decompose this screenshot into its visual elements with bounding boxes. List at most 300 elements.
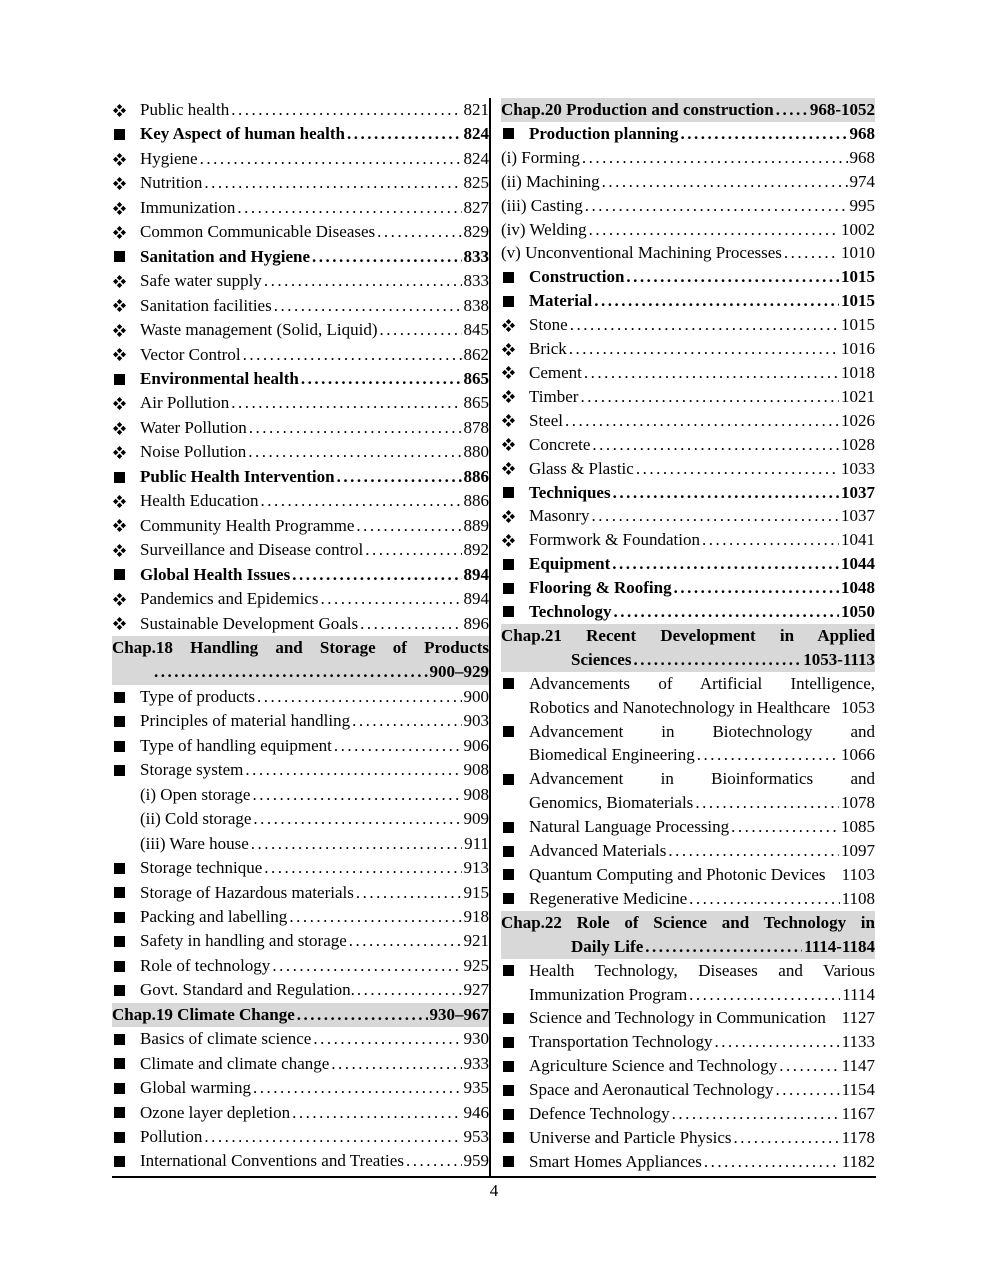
square-glyph [114, 569, 125, 580]
square-glyph [503, 822, 514, 833]
entry-page: 886 [463, 491, 489, 511]
entry-label: (i) Forming [501, 147, 580, 167]
square-bullet-icon [112, 1132, 140, 1143]
diamond-bullet-icon [112, 593, 140, 606]
square-glyph [503, 893, 514, 904]
dot-leader [251, 807, 461, 831]
entry-page: 1127 [841, 1008, 875, 1028]
square-glyph [503, 678, 514, 689]
entry-page: 1167 [841, 1104, 875, 1124]
dot-leader [295, 1003, 428, 1027]
square-glyph [114, 251, 125, 262]
entry-page: 1015 [841, 315, 875, 335]
entry-page: 1050 [841, 602, 875, 622]
entry-page: 1147 [841, 1056, 875, 1076]
diamond-bullet-icon [112, 202, 140, 215]
square-glyph [503, 296, 514, 307]
dot-leader [347, 929, 462, 953]
square-bullet-icon [112, 985, 140, 996]
square-bullet-icon [112, 887, 140, 898]
entry-label: Storage technique [140, 858, 263, 878]
entry-label: Noise Pollution [140, 442, 247, 462]
square-glyph [114, 912, 125, 923]
toc-entry [112, 294, 489, 318]
diamond-bullet-icon [112, 104, 140, 117]
dot-leader [687, 887, 840, 911]
entry-page: 959 [463, 1151, 489, 1171]
page-number: 4 [489, 1181, 499, 1200]
entry-page: 894 [463, 589, 489, 609]
entry-page: 927 [463, 980, 489, 1000]
dot-leader [610, 552, 839, 576]
toc-entry [501, 1078, 875, 1102]
toc-entry [501, 146, 875, 170]
square-bullet-icon [112, 765, 140, 776]
entry-label: Space and Aeronautical Technology [529, 1080, 774, 1100]
toc-entry [112, 1125, 489, 1149]
toc-entry [501, 1102, 875, 1126]
dot-leader [600, 170, 848, 194]
dot-leader [773, 1078, 839, 1102]
square-glyph [503, 606, 514, 617]
square-glyph [503, 128, 514, 139]
entry-page: 906 [463, 735, 489, 755]
entry-label: Key Aspect of human health [140, 124, 345, 144]
entry-page: 903 [463, 711, 489, 731]
entry-page: 908 [463, 784, 489, 804]
entry-page: 1044 [841, 554, 875, 574]
square-glyph [114, 1156, 125, 1167]
entry-label: Stone [529, 315, 568, 335]
toc-entry [501, 361, 875, 385]
entry-page: 930–967 [429, 1004, 489, 1024]
diamond-bullet-icon [112, 324, 140, 337]
dot-leader [634, 457, 839, 481]
entry-label: Safety in handling and storage [140, 931, 347, 951]
toc-entry [501, 887, 875, 911]
toc-entry [112, 171, 489, 195]
entry-label: Basics of climate science [140, 1029, 312, 1049]
entry-page: 1114-1184 [804, 936, 875, 956]
dot-leader [611, 481, 839, 505]
dot-leader [672, 576, 839, 600]
square-glyph [114, 692, 125, 703]
toc-entry [112, 1076, 489, 1100]
dot-leader [568, 313, 839, 337]
entry-label: International Conventions and Treaties [140, 1151, 404, 1171]
entry-page: 974 [849, 171, 875, 191]
entry-label: Universe and Particle Physics [529, 1127, 732, 1147]
square-bullet-icon [501, 1037, 529, 1048]
entry-label: Storage system [140, 760, 244, 780]
entry-page: 900 [463, 686, 489, 706]
dot-leader [249, 832, 462, 856]
square-bullet-icon [501, 1132, 529, 1143]
dot-leader [354, 881, 462, 905]
column-divider [489, 98, 491, 1176]
toc-entry [501, 672, 875, 696]
toc-entry [501, 194, 875, 218]
square-bullet-icon [501, 869, 529, 880]
entry-page: 1021 [841, 386, 875, 406]
square-bullet-icon [112, 374, 140, 385]
entry-label: Sciences [571, 649, 632, 669]
toc-entry [501, 863, 875, 887]
entry-label: Technology [529, 602, 612, 622]
diamond-bullet-icon [501, 343, 529, 356]
toc-entry [501, 170, 875, 194]
toc-entry [501, 337, 875, 361]
dot-leader [287, 905, 461, 929]
entry-label: Sustainable Development Goals [140, 613, 359, 633]
square-glyph [503, 1013, 514, 1024]
entry-page: 1015 [841, 267, 875, 287]
diamond-bullet-icon [501, 438, 529, 451]
square-bullet-icon [112, 692, 140, 703]
diamond-bullet-icon [112, 617, 140, 630]
entry-label: Biomedical Engineering [529, 745, 695, 765]
entry-label: Sanitation and Hygiene [140, 246, 311, 266]
square-glyph [503, 774, 514, 785]
entry-label: Advancement in Biotechnology and [529, 721, 875, 741]
square-glyph [114, 1083, 125, 1094]
entry-label: Equipment [529, 554, 611, 574]
entry-page: 909 [463, 809, 489, 829]
entry-label: Masonry [529, 506, 590, 526]
entry-label: Chap.22 Role of Science and Technology in [501, 912, 875, 932]
entry-label: (ii) Cold storage [140, 809, 252, 829]
entry-label: (iv) Welding [501, 219, 587, 239]
entry-page: 1103 [841, 865, 875, 884]
square-glyph [114, 863, 125, 874]
entry-page: 894 [463, 564, 489, 584]
square-bullet-icon [112, 1034, 140, 1045]
entry-page: 865 [463, 393, 489, 413]
entry-label: Principles of material handling [140, 711, 351, 731]
entry-label: Regenerative Medicine [529, 888, 688, 908]
dot-leader [732, 1126, 840, 1150]
dot-leader [251, 1076, 462, 1100]
dot-leader [290, 1101, 461, 1125]
toc-entry [112, 929, 489, 953]
entry-label: (i) Open storage [140, 784, 251, 804]
dot-leader [612, 600, 839, 624]
entry-page: 1010 [841, 243, 875, 263]
entry-label: Chap.20 Production and construction [501, 100, 774, 119]
entry-page: 1037 [841, 506, 875, 526]
entry-page: 946 [463, 1102, 489, 1122]
diamond-bullet-icon [112, 519, 140, 532]
dot-leader [329, 1052, 461, 1076]
entry-label: Steel [529, 410, 563, 430]
toc-entry [112, 245, 489, 269]
dot-leader [290, 563, 461, 587]
diamond-bullet-icon [501, 390, 529, 403]
toc-entry [112, 734, 489, 758]
entry-label: Quantum Computing and Photonic Devices [529, 865, 826, 884]
dot-leader [241, 343, 462, 367]
entry-page: 968 [849, 123, 875, 143]
toc-entry [112, 122, 489, 146]
entry-label: Science and Technology in Communication [529, 1008, 826, 1028]
entry-label: Chap.18 Handling and Storage of Products [112, 637, 489, 657]
entry-label: Techniques [529, 482, 611, 502]
dot-leader [246, 440, 461, 464]
entry-label: Public health [140, 100, 230, 119]
dot-leader [355, 978, 462, 1002]
toc-entry [501, 1126, 875, 1150]
entry-page: 1108 [841, 888, 875, 908]
square-glyph [503, 487, 514, 498]
dot-leader [363, 538, 461, 562]
dot-leader [259, 489, 462, 513]
toc-content [112, 98, 875, 1174]
dot-leader [335, 465, 462, 489]
dot-leader [229, 98, 461, 122]
dot-leader [354, 514, 461, 538]
square-glyph [114, 1107, 125, 1118]
entry-page: 892 [463, 540, 489, 560]
diamond-bullet-icon [112, 275, 140, 288]
dot-leader [299, 367, 462, 391]
dot-leader [378, 318, 462, 342]
toc-entry [501, 983, 875, 1007]
toc-entry [501, 122, 875, 146]
dot-leader [687, 983, 840, 1007]
dot-leader [375, 220, 461, 244]
dot-leader [587, 218, 839, 242]
entry-page: 821 [463, 100, 489, 119]
entry-page: 1041 [841, 530, 875, 550]
square-bullet-icon [501, 726, 529, 737]
entry-label: Material [529, 291, 593, 311]
toc-entry [501, 528, 875, 552]
toc-entry [112, 391, 489, 415]
dot-leader [589, 504, 839, 528]
toc-entry [112, 1052, 489, 1076]
dot-leader [332, 734, 462, 758]
entry-page: 911 [464, 833, 489, 853]
square-bullet-icon [501, 965, 529, 976]
entry-page: 865 [463, 368, 489, 388]
square-bullet-icon [112, 251, 140, 262]
entry-page: 1053-1113 [803, 649, 875, 669]
entry-label: Waste management (Solid, Liquid) [140, 320, 378, 340]
toc-entry [112, 978, 489, 1002]
entry-label: Advanced Materials [529, 841, 667, 861]
entry-page: 953 [463, 1127, 489, 1147]
dot-leader [702, 1150, 840, 1174]
entry-page: 1015 [841, 291, 875, 311]
diamond-bullet-icon [112, 348, 140, 361]
footer-rule [112, 1176, 876, 1178]
toc-entry [112, 318, 489, 342]
square-bullet-icon [112, 472, 140, 483]
toc-chapter-entry [501, 98, 875, 122]
square-bullet-icon [501, 296, 529, 307]
entry-label: Storage of Hazardous materials [140, 882, 354, 902]
entry-label: (v) Unconventional Machining Processes [501, 243, 782, 263]
toc-entry [501, 815, 875, 839]
dot-leader [404, 1149, 462, 1173]
entry-label: Health Education [140, 491, 259, 511]
toc-entry [112, 587, 489, 611]
entry-page: 913 [463, 858, 489, 878]
entry-label: Timber [529, 386, 579, 406]
entry-page: 1182 [841, 1151, 875, 1171]
entry-page: 918 [463, 906, 489, 926]
toc-entry [112, 881, 489, 905]
square-bullet-icon [112, 1156, 140, 1167]
entry-label: Advancement in Bioinformatics and [529, 769, 875, 789]
square-glyph [503, 965, 514, 976]
toc-entry [501, 696, 875, 720]
entry-page: 1053 [841, 697, 875, 717]
entry-label: (iii) Ware house [140, 833, 249, 853]
toc-entry [112, 98, 489, 122]
entry-label: Vector Control [140, 344, 241, 364]
diamond-bullet-icon [112, 153, 140, 166]
diamond-bullet-icon [501, 366, 529, 379]
square-glyph [503, 559, 514, 570]
toc-entry [501, 600, 875, 624]
square-bullet-icon [501, 583, 529, 594]
entry-label: Advancements of Artificial Intelligence, [529, 673, 875, 693]
square-bullet-icon [501, 1013, 529, 1024]
entry-label: Role of technology [140, 955, 271, 975]
entry-label: Community Health Programme [140, 515, 355, 535]
dot-leader [350, 709, 461, 733]
toc-entry [112, 440, 489, 464]
entry-label: Common Communicable Diseases [140, 222, 376, 242]
toc-entry [501, 433, 875, 457]
entry-page: 1026 [841, 410, 875, 430]
diamond-bullet-icon [501, 319, 529, 332]
dot-leader [666, 839, 839, 863]
entry-label: Concrete [529, 434, 591, 454]
square-glyph [114, 716, 125, 727]
entry-page: 930 [463, 1029, 489, 1049]
entry-label: Global Health Issues [140, 564, 291, 584]
toc-entry [501, 576, 875, 600]
toc-entry [112, 367, 489, 391]
dot-leader [198, 147, 462, 171]
square-bullet-icon [112, 1083, 140, 1094]
dot-leader [782, 241, 839, 265]
square-glyph [503, 1085, 514, 1096]
dot-leader [262, 269, 462, 293]
dot-leader [262, 856, 461, 880]
toc-entry [501, 1030, 875, 1054]
square-glyph [114, 961, 125, 972]
square-bullet-icon [112, 716, 140, 727]
toc-entry [501, 839, 875, 863]
diamond-bullet-icon [112, 226, 140, 239]
toc-chapter-entry [501, 911, 875, 935]
square-bullet-icon [501, 1109, 529, 1120]
dot-leader [582, 361, 839, 385]
dot-leader [700, 528, 839, 552]
diamond-bullet-icon [112, 397, 140, 410]
entry-label: Air Pollution [140, 393, 230, 413]
entry-label: Nutrition [140, 173, 203, 193]
square-glyph [503, 1109, 514, 1120]
toc-column-left [112, 98, 489, 1174]
entry-label: Flooring & Roofing [529, 578, 672, 598]
entry-label: Water Pollution [140, 417, 247, 437]
square-glyph [114, 1058, 125, 1069]
diamond-bullet-icon [112, 299, 140, 312]
toc-chapter-entry [112, 1003, 489, 1027]
dot-leader [152, 660, 428, 684]
entry-page: 1133 [841, 1032, 875, 1052]
entry-label: Type of handling equipment [140, 735, 332, 755]
dot-leader [247, 416, 462, 440]
square-glyph [114, 765, 125, 776]
entry-page: 845 [463, 320, 489, 340]
toc-entry [501, 743, 875, 767]
entry-label: Transportation Technology [529, 1032, 713, 1052]
toc-chapter-entry [501, 935, 875, 959]
toc-entry [501, 313, 875, 337]
square-bullet-icon [501, 272, 529, 283]
dot-leader [358, 612, 461, 636]
entry-page: 1018 [841, 362, 875, 382]
square-bullet-icon [501, 893, 529, 904]
square-glyph [503, 1037, 514, 1048]
square-glyph [503, 726, 514, 737]
square-glyph [114, 741, 125, 752]
square-bullet-icon [112, 912, 140, 923]
entry-page: 995 [849, 195, 875, 215]
toc-entry [501, 265, 875, 289]
square-bullet-icon [112, 129, 140, 140]
toc-entry [501, 1054, 875, 1078]
entry-page: 824 [463, 148, 489, 168]
entry-label: Natural Language Processing [529, 817, 730, 837]
entry-page: 824 [463, 124, 489, 144]
entry-page: 833 [463, 246, 489, 266]
entry-label: Genomics, Biomaterials [529, 793, 694, 813]
entry-page: 1048 [841, 578, 875, 598]
entry-label: (iii) Casting [501, 195, 583, 215]
toc-entry [112, 685, 489, 709]
toc-entry [112, 954, 489, 978]
diamond-bullet-icon [501, 534, 529, 547]
entry-label: Type of products [140, 686, 255, 706]
square-glyph [503, 869, 514, 880]
toc-entry [112, 563, 489, 587]
entry-label: Production planning [529, 123, 679, 143]
toc-entry [112, 514, 489, 538]
dot-leader [202, 1125, 461, 1149]
square-glyph [503, 846, 514, 857]
entry-page: 921 [463, 931, 489, 951]
entry-label: Daily Life [571, 936, 644, 956]
dot-leader [272, 294, 462, 318]
square-bullet-icon [501, 1156, 529, 1167]
toc-entry [112, 807, 489, 831]
square-bullet-icon [501, 822, 529, 833]
toc-entry [501, 1150, 875, 1174]
toc-entry [112, 343, 489, 367]
entry-page: 915 [463, 882, 489, 902]
dot-leader [243, 758, 461, 782]
dot-leader [670, 1102, 840, 1126]
entry-label: Global warming [140, 1078, 251, 1098]
entry-label: Surveillance and Disease control [140, 540, 364, 560]
square-glyph [114, 374, 125, 385]
